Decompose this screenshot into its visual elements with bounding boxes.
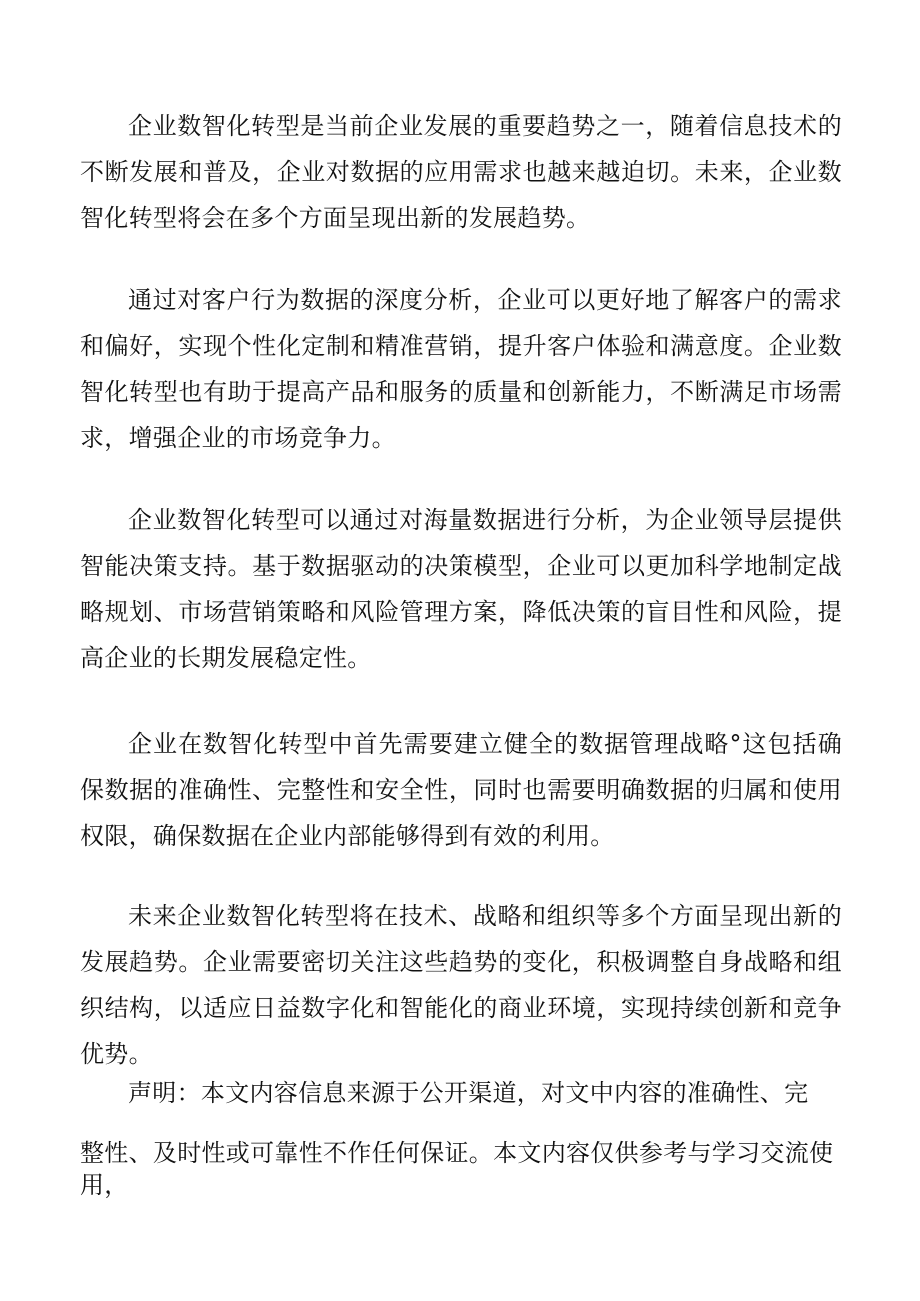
paragraph-data-management-strategy: 企业在数智化转型中首先需要建立健全的数据管理战略°这包括确保数据的准确性、完整性和安全性，同时也需要明确数据的归属和使用权限，确保数据在企业内部能够得到有效的利用。 [80, 730, 842, 850]
paragraph-digital-transformation-trend: 企业数智化转型是当前企业发展的重要趋势之一，随着信息技术的不断发展和普及，企业对数据的应用需求也越来越迫切。未来，企业数智化转型将会在多个方面呈现出新的发展趋势。 [80, 112, 842, 232]
paragraph-future-trends: 未来企业数智化转型将在技术、战略和组织等多个方面呈现出新的发展趋势。企业需要密切关注这些趋势的变化，积极调整自身战略和组织结构，以适应日益数字化和智能化的商业环境，实现持续创新和竞争优势。 [80, 902, 842, 1068]
paragraph-customer-analysis: 通过对客户行为数据的深度分析，企业可以更好地了解客户的需求和偏好，实现个性化定制和精准营销，提升客户体验和满意度。企业数智化转型也有助于提高产品和服务的质量和创新能力，不断满足市场需求，增强企业的市场竞争力。 [80, 286, 842, 452]
paragraph-decision-support: 企业数智化转型可以通过对海量数据进行分析，为企业领导层提供智能决策支持。基于数据驱动的决策模型，企业可以更加科学地制定战略规划、市场营销策略和风险管理方案，降低决策的盲目性和风险，提高企业的长期发展稳定性。 [80, 506, 842, 672]
disclaimer-line-2: 整性、及时性或可靠性不作任何保证。本文内容仅供参考与学习交流使用， [80, 1139, 834, 1199]
disclaimer-line-1: 声明：本文内容信息来源于公开渠道，对文中内容的准确性、完 [128, 1079, 809, 1107]
